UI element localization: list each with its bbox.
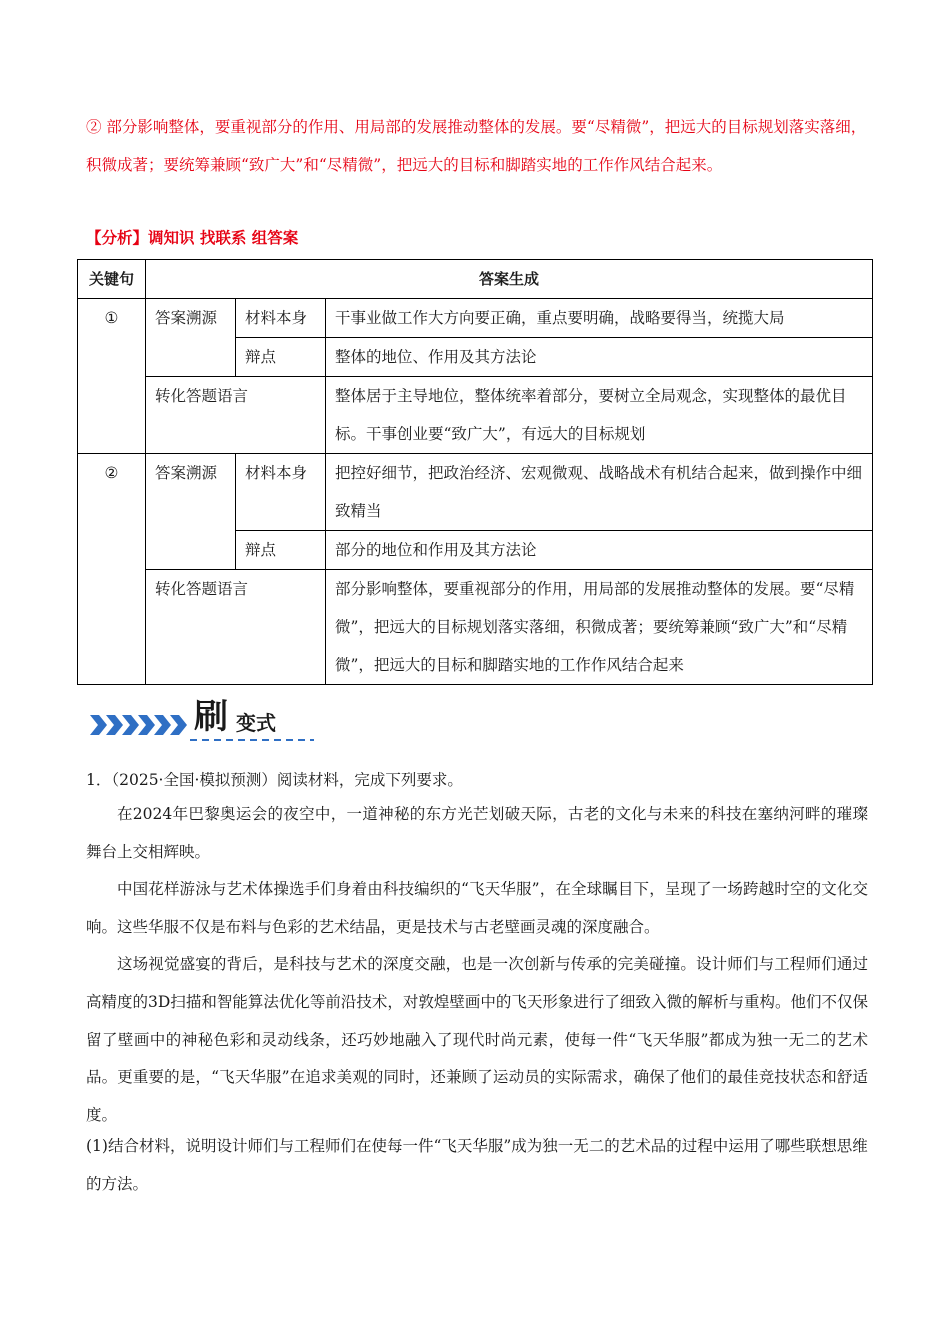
row-number: ② <box>78 454 146 685</box>
reading-passage <box>86 796 868 1134</box>
convert-cell: 整体居于主导地位，整体统率着部分，要树立全局观念，实现整体的最优目标。干事创业要“致广大”，有远大的目标规划 <box>326 377 873 454</box>
col-answer-header: 答案生成 <box>146 260 873 299</box>
table-row <box>78 377 873 454</box>
material-cell: 把控好细节，把政治经济、宏观微观、战略战术有机结合起来，做到操作中细致精当 <box>326 454 873 531</box>
chevron-arrows-icon <box>90 715 187 735</box>
sub-question-text: (1)结合材料，说明设计师们与工程师们在使每一件“飞天华服”成为独一无二的艺术品的过程中运用了哪些联想思维的方法。 <box>86 1137 868 1193</box>
source-label: 答案溯源 <box>146 299 236 377</box>
red-answer-text: ② 部分影响整体，要重视部分的作用、用局部的发展推动整体的发展。要“尽精微”，把远大的目标规划落实落细，积微成著；要统筹兼顾“致广大”和“尽精微”，把远大的目标和脚踏实地的工作作风结合起来。 <box>86 118 867 174</box>
banner-big-char: 刷 <box>194 697 228 737</box>
banner-subtitle: 变式 <box>236 711 276 735</box>
point-label: 辩点 <box>236 338 326 377</box>
convert-cell: 部分影响整体，要重视部分的作用，用局部的发展推动整体的发展。要“尽精微”，把远大的目标规划落实落细，积微成著；要统筹兼顾“致广大”和“尽精微”，把远大的目标和脚踏实地的工作作风结合起来 <box>326 570 873 685</box>
col-key-header: 关键句 <box>78 260 146 299</box>
table-row <box>78 454 873 531</box>
material-label: 材料本身 <box>236 454 326 531</box>
convert-label: 转化答题语言 <box>146 570 326 685</box>
passage-paragraph: 在2024年巴黎奥运会的夜空中，一道神秘的东方光芒划破天际，古老的文化与未来的科技在塞纳河畔的璀璨舞台上交相辉映。 <box>86 805 868 861</box>
point-cell: 部分的地位和作用及其方法论 <box>326 531 873 570</box>
source-label: 答案溯源 <box>146 454 236 570</box>
passage-paragraph: 中国花样游泳与艺术体操选手们身着由科技编织的“飞天华服”，在全球瞩目下，呈现了一场跨越时空的文化交响。这些华服不仅是布料与色彩的艺术结晶，更是技术与古老壁画灵魂的深度融合。 <box>86 880 868 936</box>
question-header: 1．（2025·全国·模拟预测）阅读材料，完成下列要求。 <box>86 771 463 789</box>
table-header-row <box>78 260 873 299</box>
material-cell: 干事业做工作大方向要正确，重点要明确，战略要得当，统揽大局 <box>326 299 873 338</box>
material-label: 材料本身 <box>236 299 326 338</box>
section-banner <box>90 692 320 744</box>
row-number: ① <box>78 299 146 454</box>
sub-question-1 <box>86 1128 868 1203</box>
analysis-title: 【分析】调知识 找联系 组答案 <box>86 229 299 247</box>
table-row <box>78 570 873 685</box>
convert-label: 转化答题语言 <box>146 377 326 454</box>
passage-paragraph: 这场视觉盛宴的背后，是科技与艺术的深度交融，也是一次创新与传承的完美碰撞。设计师们与工程师们通过高精度的3D扫描和智能算法优化等前沿技术，对敦煌壁画中的飞天形象进行了细致入微的解析与重构。他们不仅保留了壁画中的神秘色彩和灵动线条，还巧妙地融入了现代时尚元素，使每一件“飞天华服”都成为独一无二的艺术品。更重要的是，“飞天华服”在追求美观的同时，还兼顾了运动员的实际需求，确保了他们的最佳竞技状态和舒适度。 <box>86 955 868 1124</box>
answer-table <box>77 259 873 685</box>
table-row <box>78 299 873 338</box>
point-label: 辩点 <box>236 531 326 570</box>
point-cell: 整体的地位、作用及其方法论 <box>326 338 873 377</box>
